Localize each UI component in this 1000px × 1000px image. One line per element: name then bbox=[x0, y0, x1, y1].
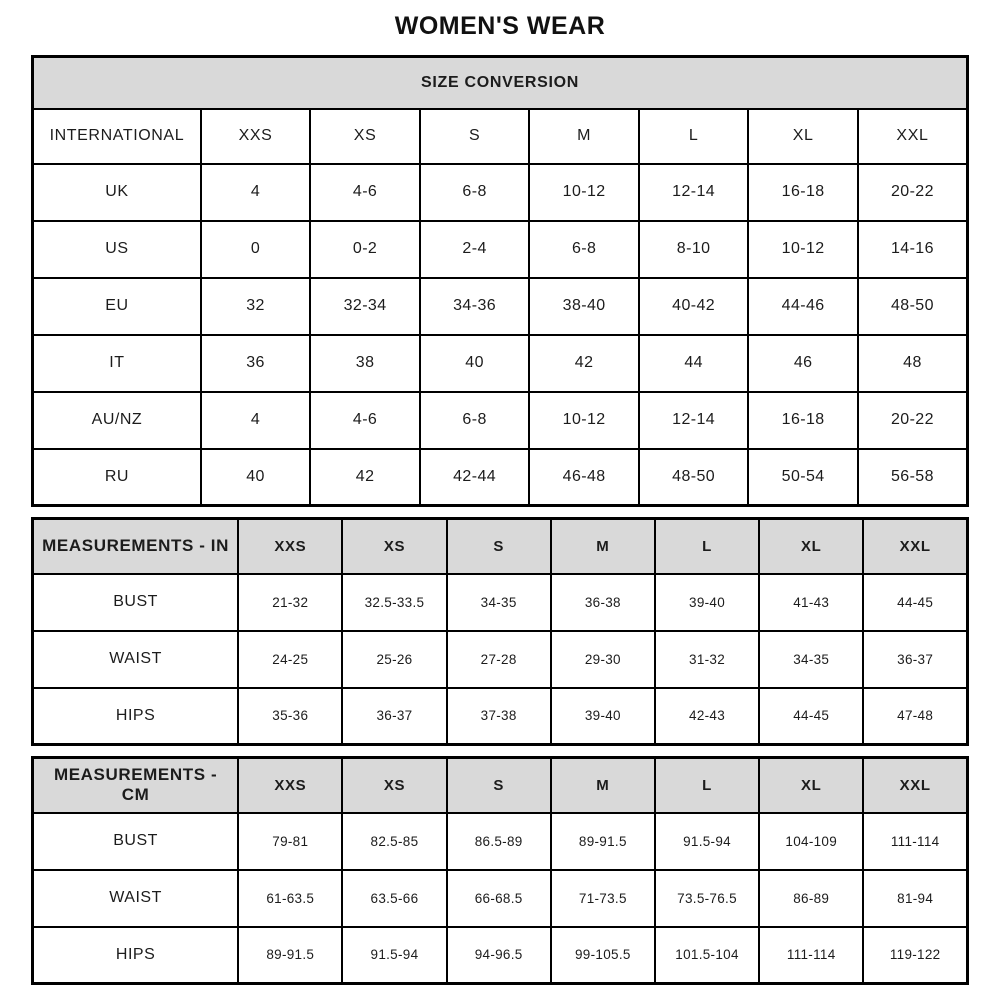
column-header-row bbox=[33, 109, 968, 164]
row-label: BUST bbox=[33, 574, 239, 631]
value-cell: 86-89 bbox=[759, 870, 863, 927]
value-cell: 111-114 bbox=[863, 813, 967, 870]
banner-row bbox=[33, 57, 968, 109]
table-row bbox=[33, 449, 968, 506]
column-header: XXL bbox=[863, 519, 967, 574]
value-cell: 99-105.5 bbox=[551, 927, 655, 984]
value-cell: 35-36 bbox=[238, 688, 342, 745]
column-header: XS bbox=[342, 519, 446, 574]
column-header: INTERNATIONAL bbox=[33, 109, 201, 164]
column-header: S bbox=[420, 109, 530, 164]
value-cell: 10-12 bbox=[748, 221, 858, 278]
row-label: WAIST bbox=[33, 870, 239, 927]
table-row bbox=[33, 392, 968, 449]
column-header: XXS bbox=[238, 758, 342, 813]
value-cell: 82.5-85 bbox=[342, 813, 446, 870]
value-cell: 36-37 bbox=[863, 631, 967, 688]
value-cell: 16-18 bbox=[748, 164, 858, 221]
row-label: EU bbox=[33, 278, 201, 335]
value-cell: 29-30 bbox=[551, 631, 655, 688]
value-cell: 86.5-89 bbox=[447, 813, 551, 870]
row-label: IT bbox=[33, 335, 201, 392]
column-header: M bbox=[551, 519, 655, 574]
value-cell: 38-40 bbox=[529, 278, 639, 335]
value-cell: 6-8 bbox=[420, 164, 530, 221]
value-cell: 39-40 bbox=[551, 688, 655, 745]
table-row bbox=[33, 335, 968, 392]
value-cell: 10-12 bbox=[529, 392, 639, 449]
value-cell: 46-48 bbox=[529, 449, 639, 506]
value-cell: 119-122 bbox=[863, 927, 967, 984]
row-label: US bbox=[33, 221, 201, 278]
column-header-row bbox=[33, 758, 968, 813]
table-title: MEASUREMENTS - IN bbox=[33, 519, 239, 574]
value-cell: 20-22 bbox=[858, 164, 968, 221]
value-cell: 38 bbox=[310, 335, 420, 392]
value-cell: 32.5-33.5 bbox=[342, 574, 446, 631]
value-cell: 89-91.5 bbox=[551, 813, 655, 870]
value-cell: 40 bbox=[420, 335, 530, 392]
column-header-row bbox=[33, 519, 968, 574]
value-cell: 4-6 bbox=[310, 392, 420, 449]
value-cell: 101.5-104 bbox=[655, 927, 759, 984]
column-header: L bbox=[655, 758, 759, 813]
row-label: WAIST bbox=[33, 631, 239, 688]
value-cell: 37-38 bbox=[447, 688, 551, 745]
value-cell: 0 bbox=[201, 221, 311, 278]
column-header: XXL bbox=[858, 109, 968, 164]
table-row bbox=[33, 278, 968, 335]
value-cell: 10-12 bbox=[529, 164, 639, 221]
value-cell: 44-46 bbox=[748, 278, 858, 335]
column-header: XL bbox=[748, 109, 858, 164]
value-cell: 4 bbox=[201, 164, 311, 221]
column-header: XXL bbox=[863, 758, 967, 813]
value-cell: 40 bbox=[201, 449, 311, 506]
column-header: XXS bbox=[238, 519, 342, 574]
value-cell: 66-68.5 bbox=[447, 870, 551, 927]
value-cell: 42-44 bbox=[420, 449, 530, 506]
value-cell: 56-58 bbox=[858, 449, 968, 506]
table-row bbox=[33, 688, 968, 745]
row-label: UK bbox=[33, 164, 201, 221]
table-banner: SIZE CONVERSION bbox=[33, 57, 968, 109]
table-row bbox=[33, 574, 968, 631]
value-cell: 48 bbox=[858, 335, 968, 392]
row-label: BUST bbox=[33, 813, 239, 870]
row-label: RU bbox=[33, 449, 201, 506]
value-cell: 32 bbox=[201, 278, 311, 335]
value-cell: 42-43 bbox=[655, 688, 759, 745]
value-cell: 44-45 bbox=[863, 574, 967, 631]
value-cell: 39-40 bbox=[655, 574, 759, 631]
table-row bbox=[33, 870, 968, 927]
value-cell: 20-22 bbox=[858, 392, 968, 449]
value-cell: 34-35 bbox=[759, 631, 863, 688]
value-cell: 42 bbox=[529, 335, 639, 392]
value-cell: 0-2 bbox=[310, 221, 420, 278]
measurements-cm-table bbox=[31, 756, 969, 985]
value-cell: 46 bbox=[748, 335, 858, 392]
value-cell: 71-73.5 bbox=[551, 870, 655, 927]
value-cell: 104-109 bbox=[759, 813, 863, 870]
column-header: XL bbox=[759, 758, 863, 813]
column-header: L bbox=[655, 519, 759, 574]
value-cell: 61-63.5 bbox=[238, 870, 342, 927]
value-cell: 91.5-94 bbox=[342, 927, 446, 984]
table-row bbox=[33, 813, 968, 870]
value-cell: 27-28 bbox=[447, 631, 551, 688]
value-cell: 47-48 bbox=[863, 688, 967, 745]
column-header: XS bbox=[342, 758, 446, 813]
column-header: XS bbox=[310, 109, 420, 164]
column-header: S bbox=[447, 758, 551, 813]
table-row bbox=[33, 164, 968, 221]
value-cell: 44-45 bbox=[759, 688, 863, 745]
measurements-in-table bbox=[31, 517, 969, 746]
column-header: M bbox=[551, 758, 655, 813]
value-cell: 24-25 bbox=[238, 631, 342, 688]
value-cell: 6-8 bbox=[420, 392, 530, 449]
value-cell: 111-114 bbox=[759, 927, 863, 984]
table-row bbox=[33, 631, 968, 688]
column-header: XL bbox=[759, 519, 863, 574]
table-row bbox=[33, 927, 968, 984]
value-cell: 36-37 bbox=[342, 688, 446, 745]
column-header: XXS bbox=[201, 109, 311, 164]
row-label: HIPS bbox=[33, 688, 239, 745]
column-header: M bbox=[529, 109, 639, 164]
value-cell: 89-91.5 bbox=[238, 927, 342, 984]
value-cell: 48-50 bbox=[639, 449, 749, 506]
value-cell: 50-54 bbox=[748, 449, 858, 506]
value-cell: 4 bbox=[201, 392, 311, 449]
size-conversion-table bbox=[31, 55, 969, 507]
value-cell: 16-18 bbox=[748, 392, 858, 449]
value-cell: 2-4 bbox=[420, 221, 530, 278]
value-cell: 6-8 bbox=[529, 221, 639, 278]
value-cell: 34-35 bbox=[447, 574, 551, 631]
column-header: L bbox=[639, 109, 749, 164]
value-cell: 36-38 bbox=[551, 574, 655, 631]
value-cell: 94-96.5 bbox=[447, 927, 551, 984]
value-cell: 44 bbox=[639, 335, 749, 392]
value-cell: 73.5-76.5 bbox=[655, 870, 759, 927]
value-cell: 42 bbox=[310, 449, 420, 506]
value-cell: 4-6 bbox=[310, 164, 420, 221]
value-cell: 63.5-66 bbox=[342, 870, 446, 927]
row-label: HIPS bbox=[33, 927, 239, 984]
column-header: S bbox=[447, 519, 551, 574]
value-cell: 12-14 bbox=[639, 392, 749, 449]
table-title: MEASUREMENTS - CM bbox=[33, 758, 239, 813]
value-cell: 32-34 bbox=[310, 278, 420, 335]
value-cell: 25-26 bbox=[342, 631, 446, 688]
row-label: AU/NZ bbox=[33, 392, 201, 449]
page-title: WOMEN'S WEAR bbox=[394, 12, 606, 40]
value-cell: 48-50 bbox=[858, 278, 968, 335]
value-cell: 79-81 bbox=[238, 813, 342, 870]
value-cell: 21-32 bbox=[238, 574, 342, 631]
value-cell: 81-94 bbox=[863, 870, 967, 927]
value-cell: 41-43 bbox=[759, 574, 863, 631]
value-cell: 8-10 bbox=[639, 221, 749, 278]
value-cell: 91.5-94 bbox=[655, 813, 759, 870]
value-cell: 31-32 bbox=[655, 631, 759, 688]
value-cell: 34-36 bbox=[420, 278, 530, 335]
value-cell: 40-42 bbox=[639, 278, 749, 335]
value-cell: 36 bbox=[201, 335, 311, 392]
value-cell: 14-16 bbox=[858, 221, 968, 278]
table-row bbox=[33, 221, 968, 278]
value-cell: 12-14 bbox=[639, 164, 749, 221]
